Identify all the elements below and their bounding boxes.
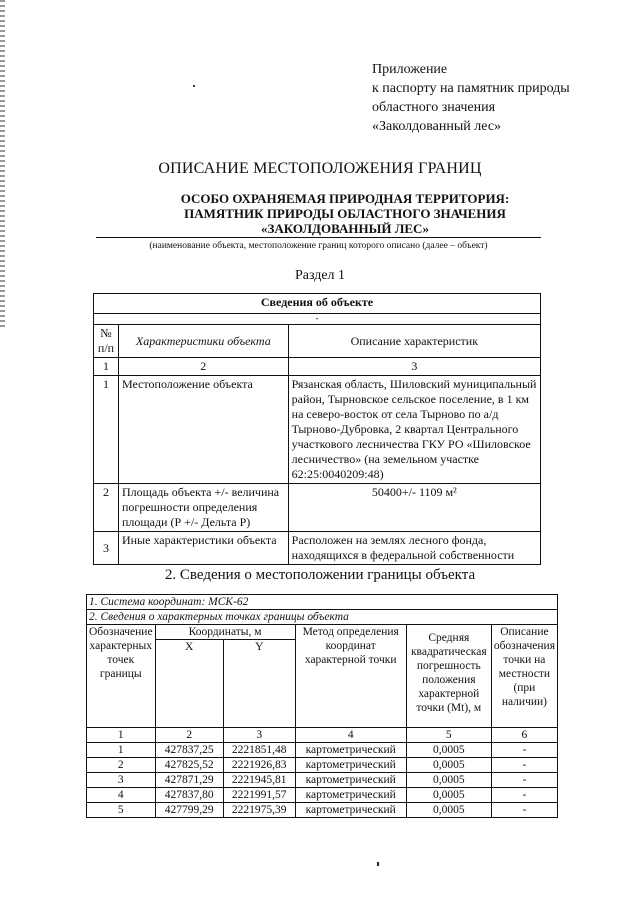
point-error: 0,0005 — [406, 773, 491, 788]
point-x: 427799,29 — [155, 803, 223, 818]
col-number: 3 — [223, 728, 295, 743]
point-x: 427837,25 — [155, 743, 223, 758]
col-number: 5 — [406, 728, 491, 743]
table-title: Сведения об объекте — [94, 294, 541, 314]
header-description: Описание характеристик — [288, 325, 540, 358]
object-name-line: ПАМЯТНИК ПРИРОДЫ ОБЛАСТНОГО ЗНАЧЕНИЯ — [184, 206, 506, 221]
table-row — [94, 484, 541, 532]
appendix-note — [372, 60, 570, 136]
appendix-line: областного значения — [372, 100, 496, 115]
header-method: Метод определения координат характерной точки — [295, 625, 406, 728]
row-number: 2 — [94, 484, 119, 532]
point-id: 4 — [87, 788, 156, 803]
point-error: 0,0005 — [406, 743, 491, 758]
point-method: картометрический — [295, 788, 406, 803]
table-row — [87, 803, 558, 818]
row-characteristic: Площадь объекта +/- величина погрешности определения площади (Р +/- Дельта Р) — [118, 484, 288, 532]
header-point: Обозначение характерных точек границы — [87, 625, 156, 728]
point-y: 2221945,81 — [223, 773, 295, 788]
point-id: 2 — [87, 758, 156, 773]
point-id: 3 — [87, 773, 156, 788]
point-error: 0,0005 — [406, 788, 491, 803]
point-id: 1 — [87, 743, 156, 758]
row-value: Рязанская область, Шиловский муниципальный район, Тырновское сельское поселение, в 1 км на северо-восток от села Тырново по а/д Тырново-Дубровка, 2 квартал Центрального участкового лесничества ГКУ РО «Шиловское лесничество» (на земельном участке 62:25:0040209:48) — [288, 376, 540, 484]
point-desc: - — [491, 758, 557, 773]
col-number: 1 — [94, 358, 119, 376]
appendix-line: Приложение — [372, 62, 448, 77]
appendix-line: «Заколдованный лес» — [372, 119, 502, 134]
document-title: ОПИСАНИЕ МЕСТОПОЛОЖЕНИЯ ГРАНИЦ — [158, 160, 482, 177]
section2-title: 2. Сведения о местоположении границы объекта — [164, 567, 476, 583]
point-method: картометрический — [295, 743, 406, 758]
points-title: 2. Сведения о характерных точках границы объекта — [87, 610, 558, 625]
header-number: № п/п — [94, 325, 119, 358]
point-desc: - — [491, 743, 557, 758]
col-number: 4 — [295, 728, 406, 743]
point-y: 2221926,83 — [223, 758, 295, 773]
header-characteristic: Характеристики объекта — [118, 325, 288, 358]
point-id: 5 — [87, 803, 156, 818]
row-value: Расположен на землях лесного фонда, находящихся в федеральной собственности — [288, 532, 540, 565]
col-number: 6 — [491, 728, 557, 743]
table-row — [87, 773, 558, 788]
point-desc: - — [491, 773, 557, 788]
row-characteristic: Иные характеристики объекта — [118, 532, 288, 565]
col-number: 2 — [118, 358, 288, 376]
row-number: 3 — [94, 532, 119, 565]
header-coords: Координаты, м — [155, 625, 295, 640]
col-number: 2 — [155, 728, 223, 743]
table-row — [87, 758, 558, 773]
header-desc: Описание обозначения точки на местности (при наличии) — [491, 625, 557, 728]
point-method: картометрический — [295, 758, 406, 773]
object-name-line: «ЗАКОЛДОВАННЫЙ ЛЕС» — [261, 221, 429, 236]
header-y: Y — [223, 640, 295, 728]
point-x: 427837,80 — [155, 788, 223, 803]
object-underline — [96, 237, 541, 238]
object-caption: (наименование объекта, местоположение границ которого описано (далее – объект) — [149, 241, 488, 251]
col-number: 3 — [288, 358, 540, 376]
point-y: 2221991,57 — [223, 788, 295, 803]
point-desc: - — [491, 788, 557, 803]
scan-speck — [193, 85, 195, 87]
header-error: Средняя квадратическая погрешность положения характерной точки (Mt), м — [406, 625, 491, 728]
coord-system: 1. Система координат: МСК-62 — [87, 595, 558, 610]
point-method: картометрический — [295, 803, 406, 818]
appendix-line: к паспорту на памятник природы — [372, 81, 570, 96]
point-desc: - — [491, 803, 557, 818]
table-row — [94, 376, 541, 484]
section1-title: Раздел 1 — [294, 268, 346, 283]
object-name-line: ОСОБО ОХРАНЯЕМАЯ ПРИРОДНАЯ ТЕРРИТОРИЯ: — [180, 191, 510, 206]
boundary-points-table — [86, 594, 558, 818]
object-info-table — [93, 293, 541, 565]
point-error: 0,0005 — [406, 758, 491, 773]
point-y: 2221975,39 — [223, 803, 295, 818]
row-number: 1 — [94, 376, 119, 484]
row-characteristic: Местоположение объекта — [118, 376, 288, 484]
point-method: картометрический — [295, 773, 406, 788]
table-row — [87, 743, 558, 758]
scan-speck — [377, 862, 379, 866]
point-error: 0,0005 — [406, 803, 491, 818]
table-row — [87, 788, 558, 803]
point-x: 427871,29 — [155, 773, 223, 788]
col-number: 1 — [87, 728, 156, 743]
table-dash: - — [94, 314, 541, 325]
table-row — [94, 532, 541, 565]
header-x: X — [155, 640, 223, 728]
point-x: 427825,52 — [155, 758, 223, 773]
row-value: 50400+/- 1109 м² — [288, 484, 540, 532]
point-y: 2221851,48 — [223, 743, 295, 758]
object-name — [150, 191, 540, 236]
